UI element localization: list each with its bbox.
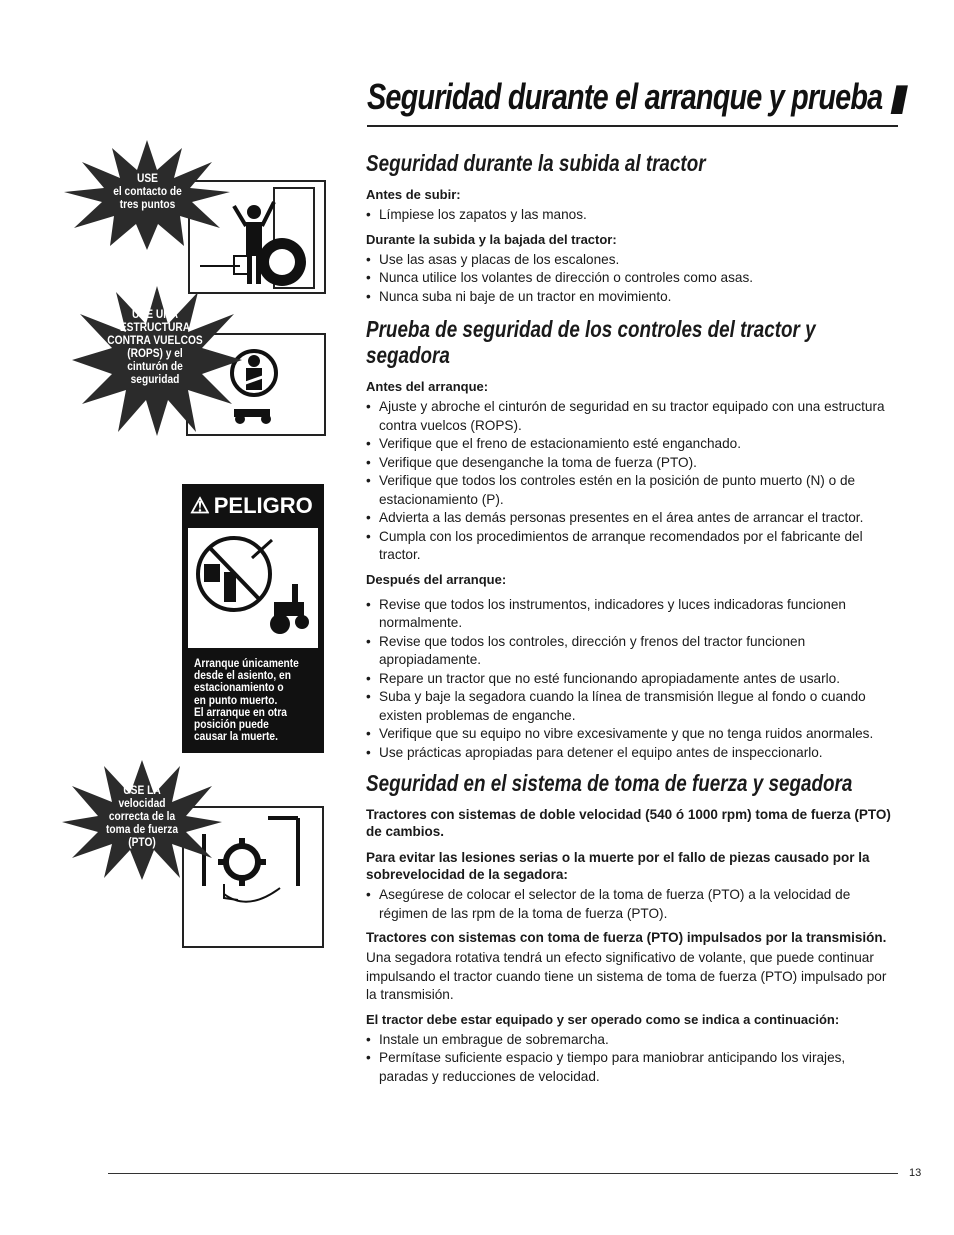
list-item: • Verifique que todos los controles estén en la posición de punto muerto (N) o de estacionamiento (P). bbox=[366, 472, 896, 509]
list-item: • Permítase suficiente espacio y tiempo para maniobrar anticipando los virajes, paradas y reducciones de velocidad. bbox=[366, 1049, 896, 1086]
list-item: • Verifique que desenganche la toma de fuerza (PTO). bbox=[366, 454, 896, 473]
danger-text: Arranque únicamente desde el asiento, en estacionamiento o en punto muerto. El arranque en otra posición puede causar la muerte. bbox=[194, 656, 299, 744]
bullet-list bbox=[366, 251, 896, 307]
list-item: • Revise que todos los instrumentos, indicadores y luces indicadoras funcionen normalmente. bbox=[366, 596, 896, 633]
section-heading-prueba: Prueba de seguridad de los controles del tractor y segadora bbox=[366, 316, 816, 368]
subsection-label: Para evitar las lesiones serias o la muerte por el fallo de piezas causado por la sobrevelocidad de la segadora: bbox=[366, 850, 870, 882]
no-start-icon bbox=[188, 528, 318, 648]
danger-header: ⚠ PELIGRO bbox=[184, 486, 322, 526]
list-item: • Ajuste y abroche el cinturón de seguridad en su tractor equipado con una estructura contra vuelcos (ROPS). bbox=[366, 398, 896, 435]
pto-speed-label: USE LA velocidad correcta de la toma de fuerza (PTO) bbox=[106, 783, 178, 849]
bullet-list bbox=[366, 206, 896, 225]
subsection-label: Tractores con sistemas de doble velocidad (540 ó 1000 rpm) toma de fuerza (PTO) de cambios. bbox=[366, 807, 891, 839]
list-item: • Verifique que su equipo no vibre excesivamente y que no tenga ruidos anormales. bbox=[366, 725, 896, 744]
list-item: • Use prácticas apropiadas para detener el equipo antes de inspeccionarlo. bbox=[366, 744, 896, 763]
list-item: • Advierta a las demás personas presentes en el área antes de arrancar el tractor. bbox=[366, 509, 896, 528]
list-item: • Use las asas y placas de los escalones. bbox=[366, 251, 896, 270]
list-item: • Instale un embrague de sobremarcha. bbox=[366, 1031, 896, 1050]
list-item: • Revise que todos los controles, dirección y frenos del tractor funcionen apropiadamente. bbox=[366, 633, 896, 670]
subsection-label: Durante la subida y la bajada del tractor: bbox=[366, 231, 617, 247]
list-item: • Límpiese los zapatos y las manos. bbox=[366, 206, 896, 225]
subsection-label: Después del arranque: bbox=[366, 571, 507, 587]
list-item: • Asegúrese de colocar el selector de la toma de fuerza (PTO) a la velocidad de régimen de las rpm de la toma de fuerza (PTO). bbox=[366, 886, 896, 923]
page-title: Seguridad durante el arranque y prueba ▮ bbox=[367, 76, 905, 117]
main-content bbox=[366, 150, 896, 1092]
page-number: 13 bbox=[909, 1167, 922, 1179]
list-item: • Nunca suba ni baje de un tractor en movimiento. bbox=[366, 288, 896, 307]
list-item: • Suba y baje la segadora cuando la línea de transmisión llegue al fondo o cuando existen problemas de enganche. bbox=[366, 688, 896, 725]
rops-label: USE UNA ESTRUCTURA CONTRA VUELCOS (ROPS) y el cinturón de seguridad bbox=[107, 307, 203, 386]
bullet-list bbox=[366, 1031, 896, 1087]
paragraph: Una segadora rotativa tendrá un efecto significativo de volante, que puede continuar impulsando el tractor cuando tiene un sistema de toma de fuerza (PTO) impulsado por la transmisión. bbox=[366, 950, 887, 1002]
subsection-label: El tractor debe estar equipado y ser operado como se indica a continuación: bbox=[366, 1011, 840, 1027]
warning-triangle-icon: ⚠ bbox=[190, 493, 210, 518]
list-item: • Cumpla con los procedimientos de arranque recomendados por el fabricante del tractor. bbox=[366, 528, 896, 565]
bullet-list bbox=[366, 886, 896, 923]
subsection-label: Antes de subir: bbox=[366, 187, 461, 202]
section-heading-pto: Seguridad en el sistema de toma de fuerza y segadora bbox=[366, 770, 853, 796]
subsection-label: Tractores con sistemas con toma de fuerza (PTO) impulsados por la transmisión. bbox=[366, 930, 887, 945]
section-heading-subida: Seguridad durante la subida al tractor bbox=[366, 150, 706, 176]
bullet-list bbox=[366, 398, 896, 565]
subsection-label: Antes del arranque: bbox=[366, 379, 489, 394]
list-item: • Repare un tractor que no esté funcionando apropiadamente antes de usarlo. bbox=[366, 670, 896, 689]
title-rule bbox=[367, 125, 898, 127]
danger-pictogram bbox=[188, 528, 318, 648]
list-item: • Verifique que el freno de estacionamiento esté enganchado. bbox=[366, 435, 896, 454]
bullet-list bbox=[366, 596, 896, 763]
danger-label bbox=[182, 484, 324, 753]
footer-rule bbox=[108, 1173, 898, 1174]
list-item: • Nunca utilice los volantes de dirección o controles como asas. bbox=[366, 269, 896, 288]
three-point-contact-label: USE el contacto de tres puntos bbox=[113, 171, 182, 211]
